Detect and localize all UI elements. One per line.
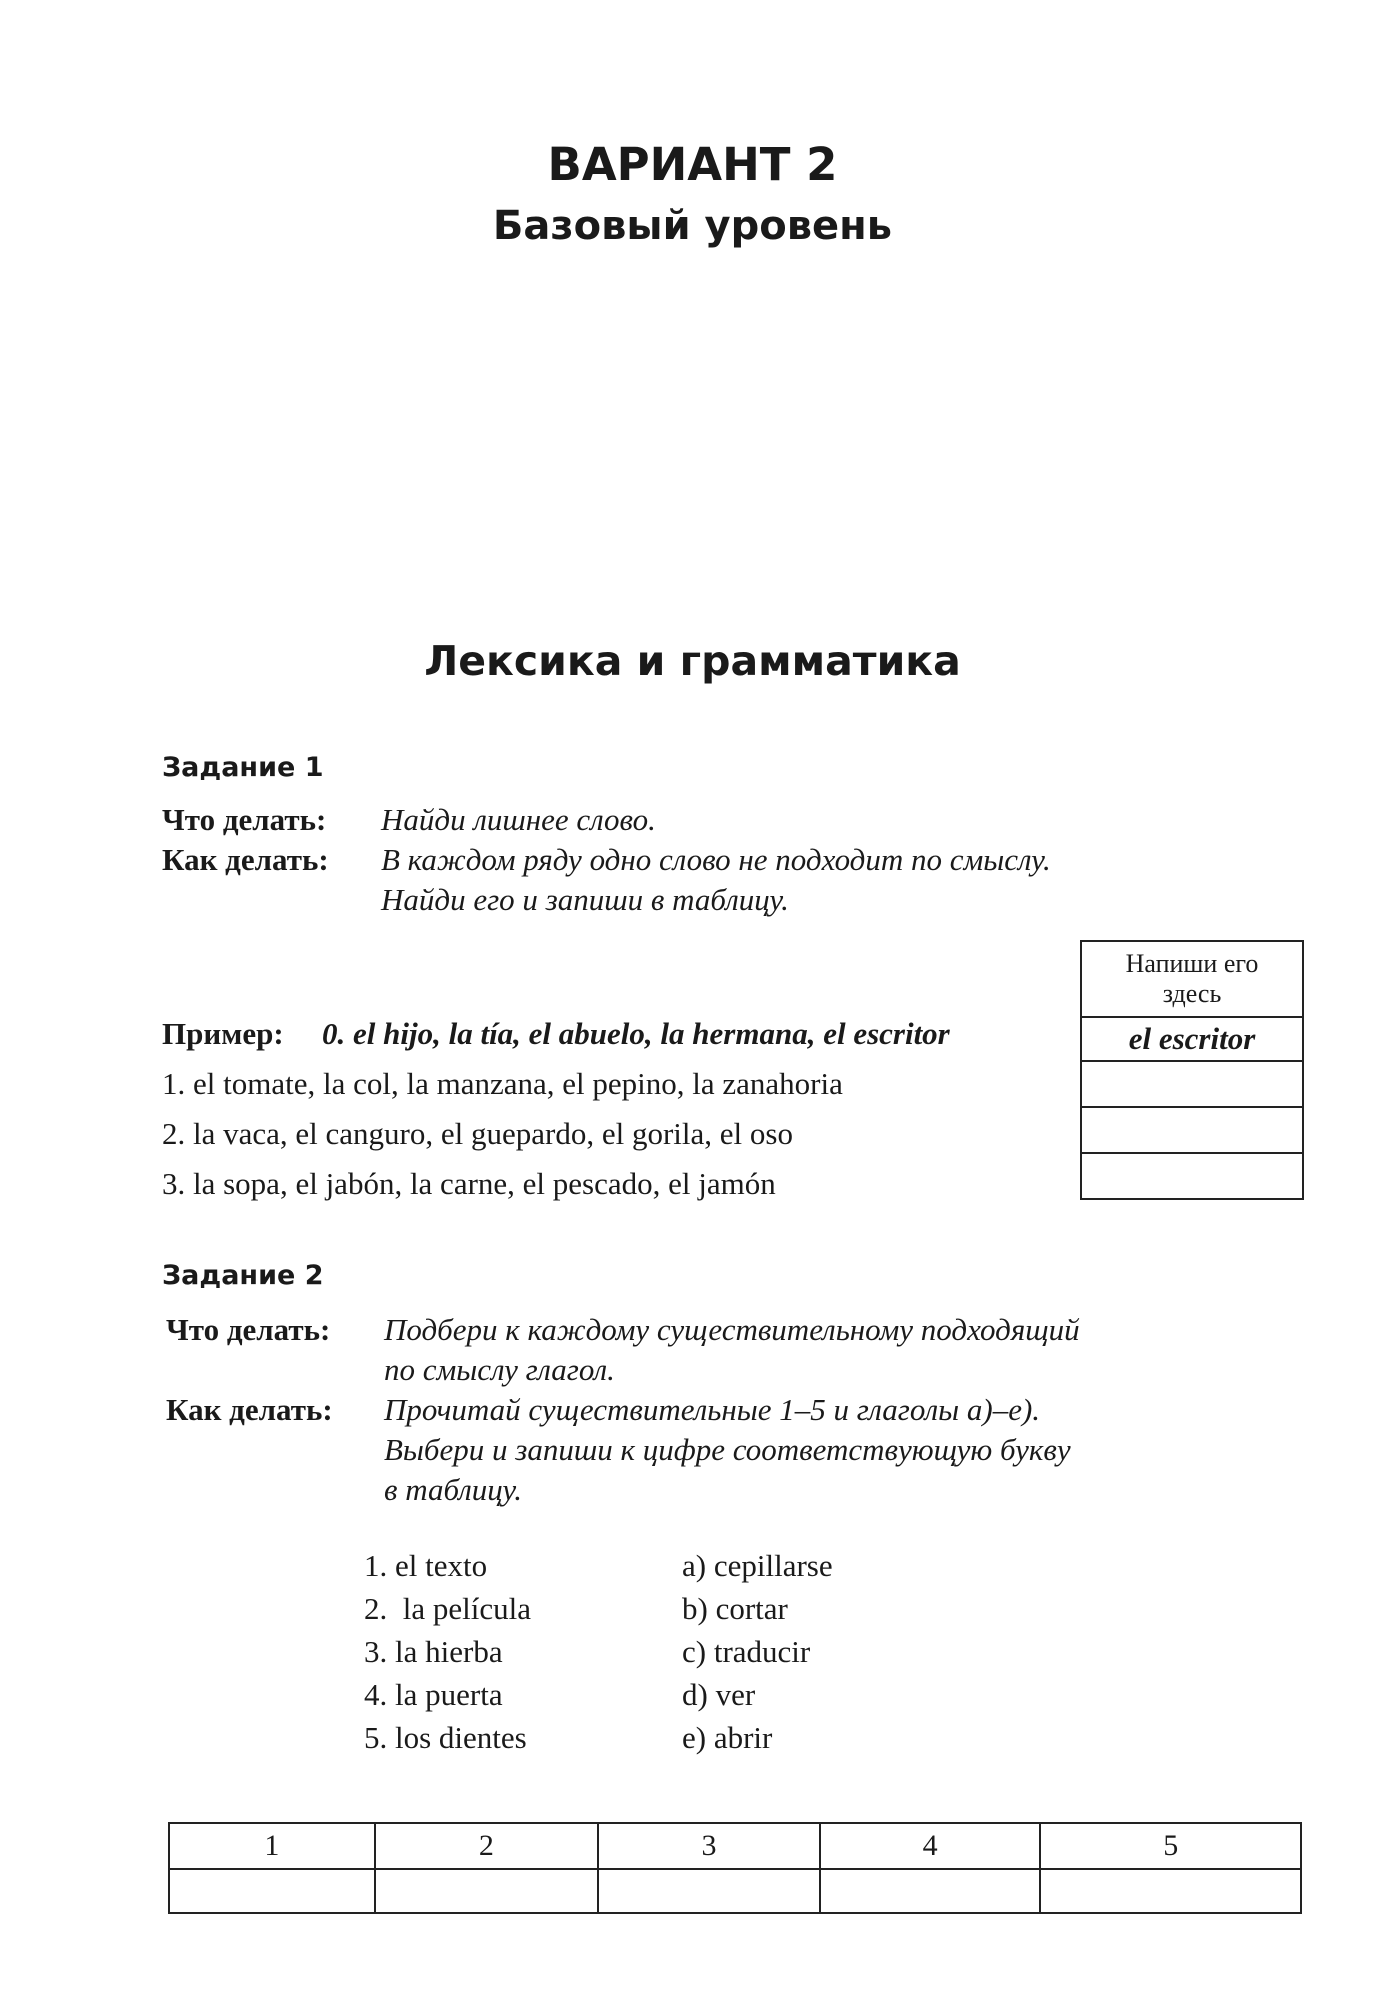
level-subtitle: Базовый уровень (492, 203, 893, 249)
noun-item: 1. el texto (364, 1548, 488, 1583)
noun-item: 5. los dientes (364, 1720, 527, 1755)
task1-how-label: Как делать: (162, 842, 329, 877)
task2-how-text-1: Прочитай существительные 1–5 и глаголы а)–е). (384, 1392, 1041, 1427)
task1-answer-cell[interactable] (1081, 1061, 1303, 1107)
answer-cell-2[interactable] (375, 1869, 599, 1913)
task2-answer-table (168, 1822, 1302, 1914)
task1-what-label: Что делать: (162, 802, 327, 837)
verb-item: c) traducir (682, 1634, 811, 1669)
task1-example-answer: el escritor (1081, 1017, 1303, 1061)
task1-what-text: Найди лишнее слово. (381, 802, 656, 837)
verb-item: e) abrir (682, 1720, 773, 1755)
answer-header-5: 5 (1040, 1823, 1301, 1869)
task1-title: Задание 1 (162, 752, 324, 783)
noun-item: 3. la hierba (364, 1634, 503, 1669)
task1-row: 3. la sopa, el jabón, la carne, el pescado, el jamón (162, 1166, 776, 1201)
task1-how-text-1: В каждом ряду одно слово не подходит по смыслу. (381, 842, 1051, 877)
answer-header-2: 2 (375, 1823, 599, 1869)
variant-title: ВАРИАНТ 2 (547, 138, 838, 191)
task1-answer-table (1080, 940, 1304, 1200)
task1-answer-header (1081, 941, 1303, 1017)
verb-item: d) ver (682, 1677, 756, 1712)
verb-item: b) cortar (682, 1591, 788, 1626)
answer-header-4: 4 (820, 1823, 1041, 1869)
answer-header-1: 1 (169, 1823, 375, 1869)
task2-how-text-2: Выбери и запиши к цифре соответствующую букву (384, 1432, 1071, 1467)
task2-what-text-1: Подбери к каждому существительному подходящий (384, 1312, 1080, 1347)
task1-example-label: Пример: (162, 1016, 284, 1051)
verb-item: a) cepillarse (682, 1548, 833, 1583)
task1-row: 1. el tomate, la col, la manzana, el pepino, la zanahoria (162, 1066, 843, 1101)
task1-answer-cell[interactable] (1081, 1153, 1303, 1199)
answer-header-line-1: Напиши его (1125, 949, 1259, 978)
answer-cell-4[interactable] (820, 1869, 1041, 1913)
task1-answer-cell[interactable] (1081, 1107, 1303, 1153)
answer-cell-5[interactable] (1040, 1869, 1301, 1913)
task2-how-text-3: в таблицу. (384, 1472, 522, 1507)
answer-cell-3[interactable] (598, 1869, 820, 1913)
task1-example-text: 0. el hijo, la tía, el abuelo, la hermana, el escritor (322, 1016, 950, 1051)
task2-what-text-2: по смыслу глагол. (384, 1352, 615, 1387)
task2-title: Задание 2 (162, 1260, 324, 1291)
task1-row: 2. la vaca, el canguro, el guepardo, el gorila, el oso (162, 1116, 793, 1151)
answer-cell-1[interactable] (169, 1869, 375, 1913)
task2-how-label: Как делать: (166, 1392, 333, 1427)
noun-item: 4. la puerta (364, 1677, 503, 1712)
answer-header-line-2: здесь (1162, 979, 1222, 1008)
section-title: Лексика и грамматика (424, 637, 961, 685)
noun-item: 2. la película (364, 1591, 531, 1626)
task2-what-label: Что делать: (166, 1312, 331, 1347)
task1-how-text-2: Найди его и запиши в таблицу. (381, 882, 789, 917)
answer-header-3: 3 (598, 1823, 820, 1869)
